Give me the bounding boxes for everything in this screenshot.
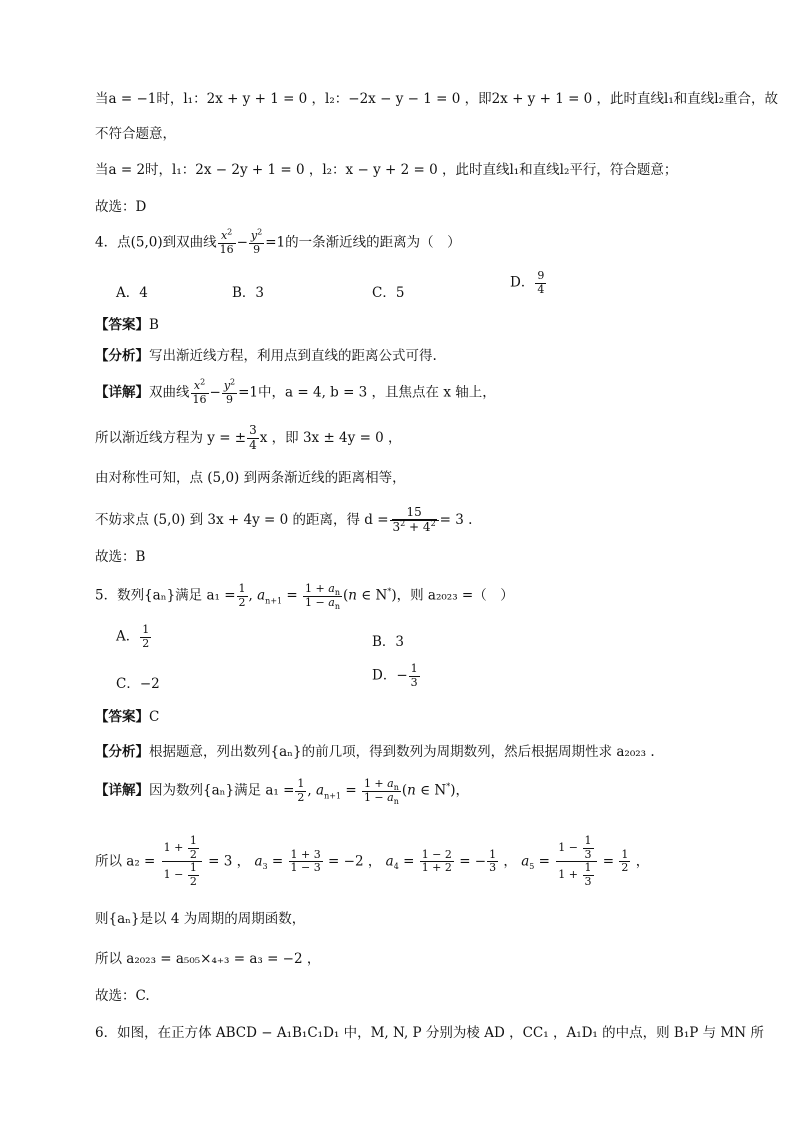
text-line: 故选：D: [95, 199, 147, 215]
fraction: $\frac{1}{2}$: [238, 582, 246, 609]
question-4-stem: 4．点(5,0)到双曲线 $\frac{x^2}{16}$ − $\frac{y^2}{9}$ =1的一条渐近线的距离为（ ）: [95, 227, 461, 256]
fraction: $\frac{x^2}{16}$: [219, 227, 234, 256]
period-line: 则{aₙ}是以 4 为周期的周期函数，: [95, 911, 306, 927]
fraction: $\frac{1 - 2}{1 + 2}$: [421, 847, 452, 875]
conclusion-line: 故选：C.: [95, 988, 150, 1004]
detail-line: 【详解】因为数列{aₙ}满足 a₁ = $\frac{1}{2}$ , $a_{n+1}$ = $\frac{1 + a_n}{1 - a_n}$ (n ∈ N*)，: [95, 777, 470, 806]
fraction: $\frac{1 + a_n}{1 - a_n}$: [305, 582, 340, 611]
detail-line: 【详解】双曲线 $\frac{x^2}{16}$ − $\frac{y^2}{9}$ =1中，a = 4, b = 3 ，且焦点在 x 轴上，: [95, 377, 496, 406]
result-line: 所以 a₂₀₂₃ = a₅₀₅×₄₊₃ = a₃ = −2 ，: [95, 951, 321, 967]
fraction: $\frac{1 + a_n}{1 - a_n}$: [363, 777, 399, 806]
answer-line: 【答案】B: [95, 317, 159, 333]
fraction: $\frac{y^2}{9}$: [223, 377, 236, 406]
asymptote-line: 所以渐近线方程为 y = ± $\frac{3}{4}$ x ，即 3x ± 4y = 0 ，: [95, 423, 402, 452]
distance-line: 不妨求点 (5,0) 到 3x + 4y = 0 的距离，得 d = $\frac{15}{3^2 + 4^2}$ = 3 .: [95, 505, 473, 534]
fraction: $\frac{1}{2}$: [142, 623, 150, 650]
fraction: $\frac{1}{3}$: [410, 662, 418, 689]
symmetry-line: 由对称性可知，点 (5,0) 到两条渐近线的距离相等，: [95, 470, 406, 486]
fraction: $\frac{15}{3^2 + 4^2}$: [390, 506, 439, 535]
fraction: $\frac{1}{2}$: [297, 777, 305, 804]
compound-fraction: 1 + $\frac{1}{2}$ 1 − $\frac{1}{2}$: [162, 835, 202, 889]
option-c: C．−2: [116, 676, 160, 692]
text-line: 当a = −1时，l₁：2x + y + 1 = 0 ，l₂：−2x − y − 1 = 0 ，即2x + y + 1 = 0 ，此时直线l₁和直线l₂重合，故: [95, 91, 779, 107]
option-b: B．3: [372, 634, 405, 650]
option-a: A． $\frac{1}{2}$: [116, 623, 150, 650]
q4-stem-post: 的一条渐近线的距离为（ ）: [285, 234, 461, 251]
fraction: $\frac{y^2}{9}$: [250, 227, 263, 256]
fraction: $\frac{9}{4}$: [537, 269, 545, 296]
question-6-stem: 6．如图，在正方体 ABCD − A₁B₁C₁D₁ 中，M, N, P 分别为棱 AD ，CC₁ ，A₁D₁ 的中点，则 B₁P 与 MN 所: [95, 1025, 764, 1041]
answer-line: 【答案】C: [95, 709, 160, 725]
option-d: D． $\frac{9}{4}$: [510, 269, 545, 296]
fraction: $\frac{x^2}{16}$: [192, 377, 207, 406]
text-line: 当a = 2时，l₁：2x − 2y + 1 = 0 ，l₂：x − y + 2 = 0 ，此时直线l₁和直线l₂平行，符合题意；: [95, 162, 678, 178]
fraction: $\frac{1 + 3}{1 - 3}$: [290, 847, 321, 875]
q4-stem-pre: 4．点(5,0)到双曲线: [95, 234, 217, 251]
option-d: D．− $\frac{1}{3}$: [372, 662, 418, 689]
compound-fraction: 1 − $\frac{1}{3}$ 1 + $\frac{1}{3}$: [556, 835, 596, 889]
text-line: 不符合题意，: [95, 126, 176, 142]
sequence-terms-line: 所以 a₂ = 1 + $\frac{1}{2}$ 1 − $\frac{1}{2}$ = 3 ， $a_3$ = $\frac{1 + 3}{1 - 3}$ = −2 ， $a_4$ = $\frac{1 - 2}{1 + 2}$ = − $\frac{1}{3}$ ， $a_5$ = 1 − $\frac{1}{3}$ 1 + $\frac{1}{3}$ = $\frac{1}{2}$ ，: [95, 834, 650, 888]
conclusion-line: 故选：B: [95, 549, 146, 565]
option-c: C．5: [372, 285, 405, 301]
question-5-stem: 5．数列{aₙ}满足 a₁ = $\frac{1}{2}$ , $a_{n+1}$ = $\frac{1 + a_n}{1 - a_n}$ (n ∈ N*)，则 a₂₀₂₃ =（ ）: [95, 582, 514, 611]
option-b: B．3: [232, 285, 265, 301]
option-a: A．4: [116, 285, 148, 301]
analysis-line: 【分析】写出渐近线方程，利用点到直线的距离公式可得.: [95, 348, 437, 364]
fraction: $\frac{3}{4}$: [249, 423, 257, 452]
analysis-line: 【分析】根据题意，列出数列{aₙ}的前几项，得到数列为周期数列，然后根据周期性求 a₂₀₂₃ .: [95, 744, 655, 760]
